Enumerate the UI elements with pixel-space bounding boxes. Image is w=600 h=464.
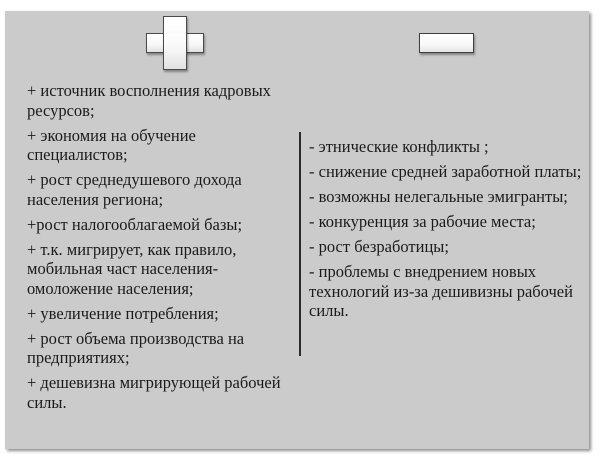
cons-item: - этнические конфликты ; bbox=[309, 137, 489, 156]
cons-item: - рост безработицы; bbox=[309, 237, 449, 256]
pros-cons-panel bbox=[5, 11, 589, 449]
pros-item: + дешевизна мигрирующей рабочей силы. bbox=[27, 373, 281, 412]
pros-item: + рост объема производства на предприятиях; bbox=[27, 328, 245, 367]
column-divider bbox=[299, 132, 301, 356]
minus-icon bbox=[419, 33, 474, 53]
cons-item: - снижение средней заработной платы; bbox=[309, 162, 582, 181]
plus-icon bbox=[146, 16, 204, 70]
cons-list bbox=[309, 137, 589, 326]
cons-item: - проблемы с внедрением новых технологий из-за дешивизны рабочей силы. bbox=[309, 262, 573, 320]
cons-item: - возможны нелегальные эмигранты; bbox=[309, 187, 568, 206]
pros-item: +рост налогооблагаемой базы; bbox=[27, 214, 243, 234]
pros-list bbox=[27, 81, 299, 418]
pros-item: + увеличение потребления; bbox=[27, 303, 219, 323]
pros-item: + т.к. мигрирует, как правило, мобильная част населения- омоложение населения; bbox=[27, 239, 237, 298]
pros-item: + рост среднедушевого дохода населения региона; bbox=[27, 170, 242, 209]
plus-icon-center bbox=[164, 34, 186, 52]
cons-item: - конкуренция за рабочие места; bbox=[309, 212, 536, 231]
pros-item: + экономия на обучение специалистов; bbox=[27, 125, 196, 164]
pros-item: + источник восполнения кадровых ресурсов; bbox=[27, 81, 271, 120]
